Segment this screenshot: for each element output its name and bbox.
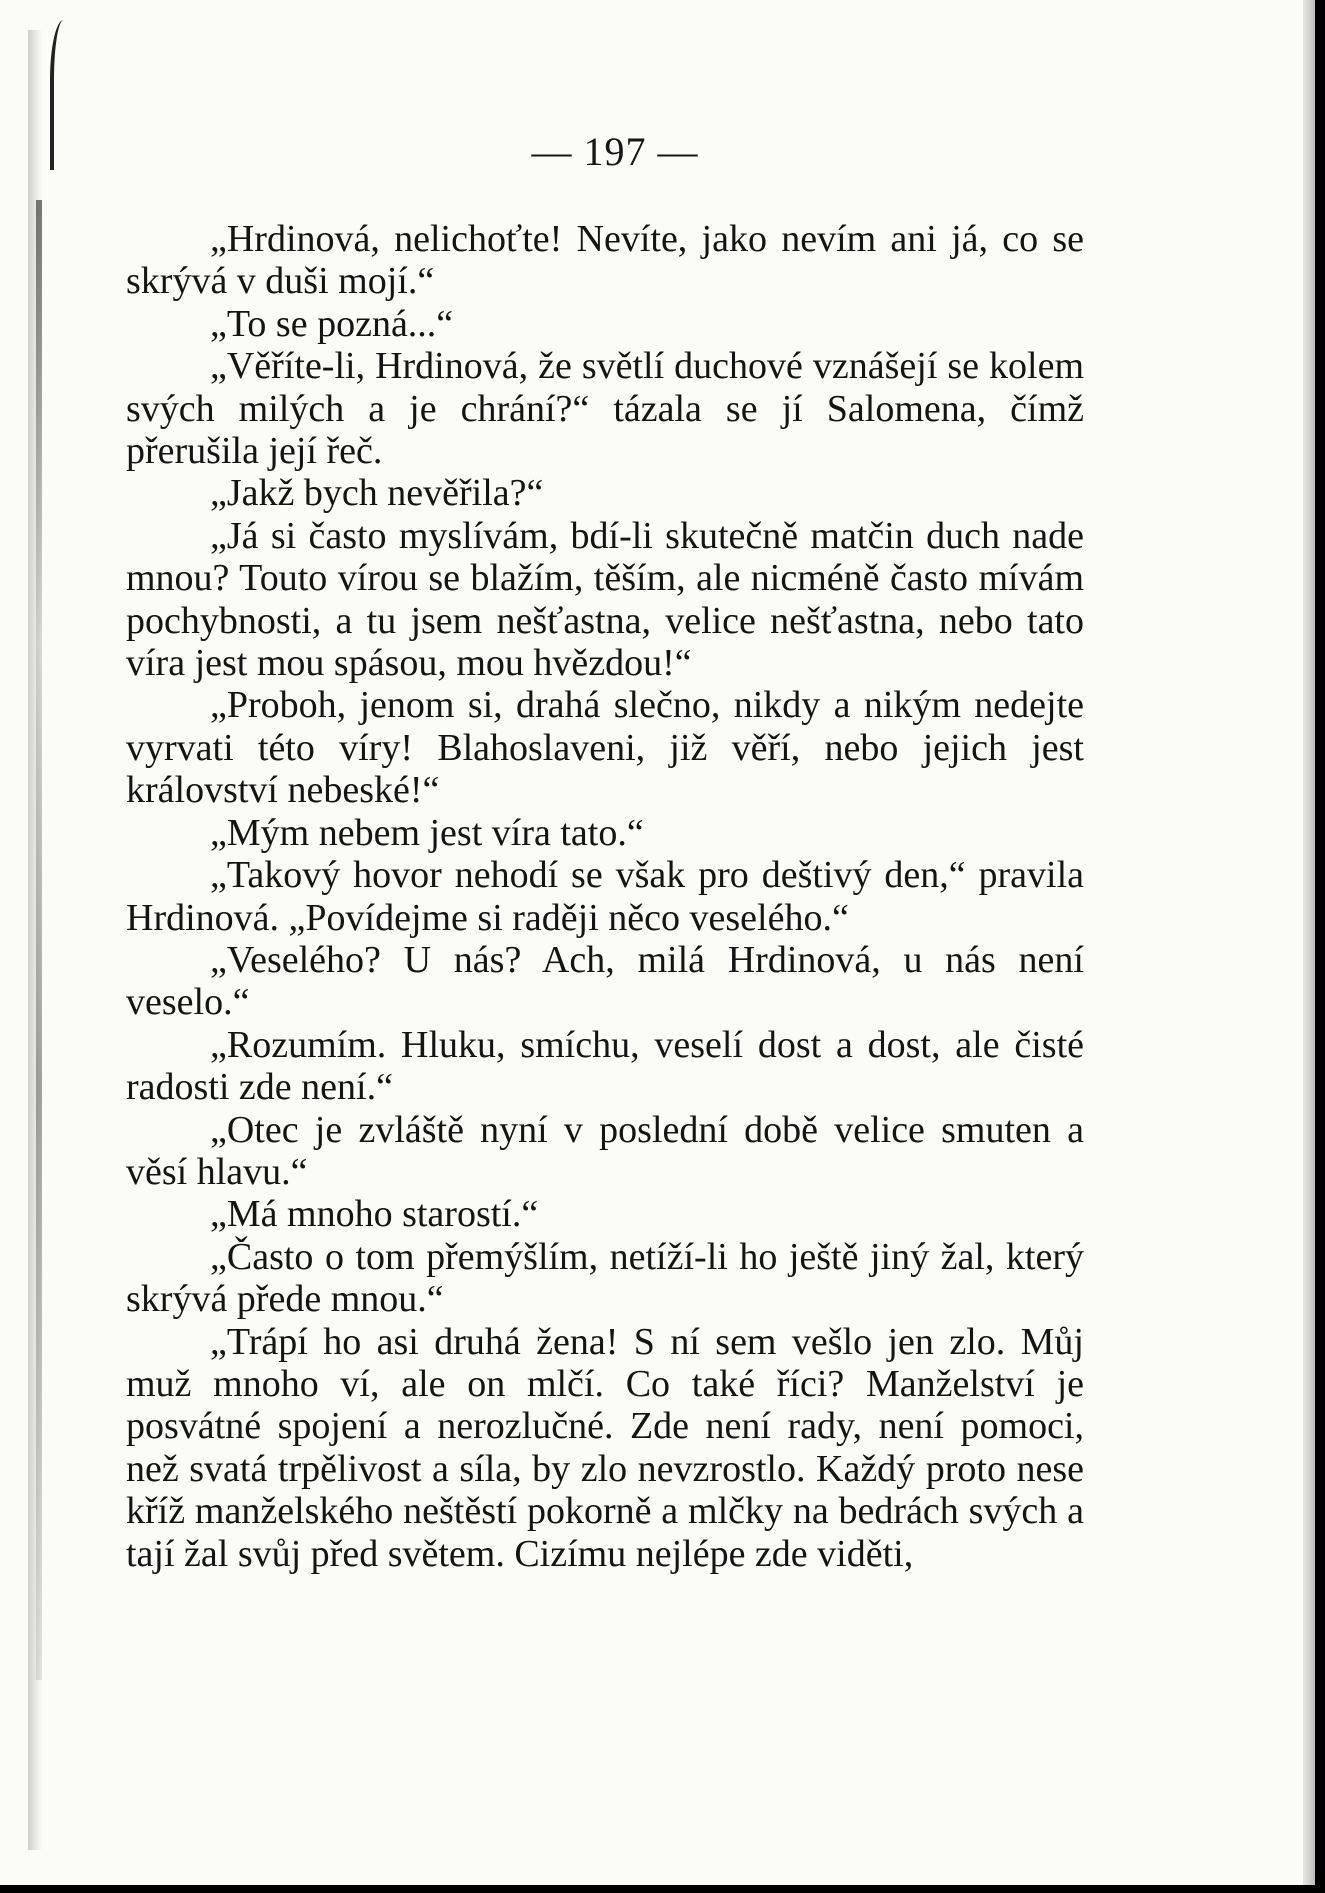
paragraph: „Často o tom přemýšlím, netíží-li ho ještě jiný žal, který skrývá přede mnou.“ [126, 1235, 1084, 1321]
page-right-edge [1303, 0, 1315, 1885]
paragraph: „Trápí ho asi druhá žena! S ní sem vešlo jen zlo. Můj muž mnoho ví, ale on mlčí. Co také říci? Manželství je posvátné spojení a nerozlučné. Zde není rady, není pomoci, než svatá trpělivost a síla, by zlo nevzrostlo. Každý proto nese kříž manželského neštěstí pokorně a mlčky na bedrách svých a tají žal svůj před světem. Cizímu nejlépe zde viděti, [126, 1320, 1084, 1575]
paragraph: „Já si často myslívám, bdí-li skutečně matčin duch nade mnou? Touto vírou se blažím, těším, ale nicméně často mívám pochybnosti, a tu jsem nešťastna, velice nešťastna, nebo tato víra jest mou spásou, mou hvězdou!“ [126, 514, 1084, 685]
paragraph: „Takový hovor nehodí se však pro deštivý den,“ pravila Hrdinová. „Povídejme si raději něco veselého.“ [126, 854, 1084, 939]
body-text [126, 218, 1084, 1575]
paragraph: „Mým nebem jest víra tato.“ [210, 811, 644, 854]
paragraph: „Rozumím. Hluku, smíchu, veselí dost a dost, ale čisté radosti zde není.“ [126, 1023, 1084, 1109]
paragraph: „Hrdinová, nelichoťte! Nevíte, jako nevím ani já, co se skrývá v duši mojí.“ [126, 218, 1084, 303]
paragraph: „Věříte-li, Hrdinová, že světlí duchové vznášejí se kolem svých milých a je chrání?“ tázala se jí Salomena, čímž přerušila její řeč. [126, 345, 1084, 473]
page-number: — 197 — [531, 129, 699, 174]
paragraph: „Jakž bych nevěřila?“ [210, 472, 544, 515]
paragraph: „Má mnoho starostí.“ [210, 1193, 539, 1236]
paragraph: „Proboh, jenom si, drahá slečno, nikdy a nikým nedejte vyrvati této víry! Blahoslaveni, již věří, nebo jejich jest království nebeské!“ [126, 684, 1084, 812]
binding-edge [36, 200, 42, 1680]
paragraph: „Veselého? U nás? Ach, milá Hrdinová, u nás není veselo.“ [126, 938, 1084, 1024]
paragraph: „Otec je zvláště nyní v poslední době velice smuten a věsí hlavu.“ [126, 1108, 1084, 1193]
paragraph: „To se pozná...“ [210, 302, 454, 345]
